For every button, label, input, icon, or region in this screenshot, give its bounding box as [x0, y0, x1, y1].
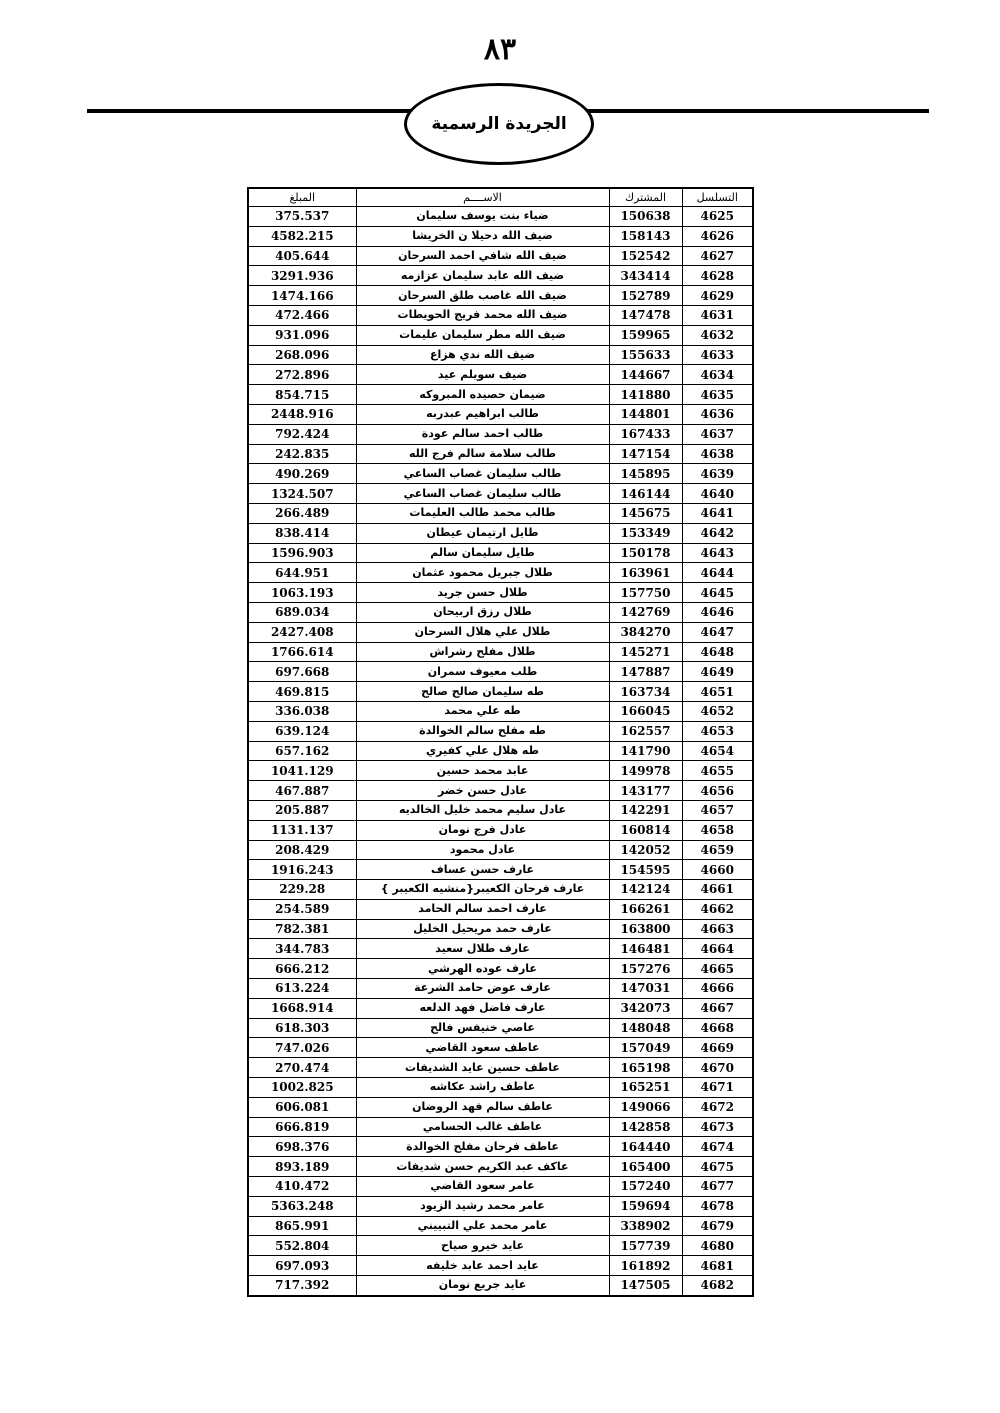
cell-subscriber: 157739 [609, 1236, 682, 1256]
cell-amount: 472.466 [248, 305, 356, 325]
cell-amount: 410.472 [248, 1177, 356, 1197]
cell-serial: 4635 [682, 385, 753, 405]
table-row [248, 998, 753, 1018]
cell-serial: 4648 [682, 642, 753, 662]
cell-serial: 4662 [682, 899, 753, 919]
cell-name: عاطف غالب الحسامي [356, 1117, 609, 1137]
cell-serial: 4645 [682, 583, 753, 603]
table-row [248, 840, 753, 860]
cell-subscriber: 157049 [609, 1038, 682, 1058]
cell-serial: 4649 [682, 662, 753, 682]
cell-subscriber: 143177 [609, 781, 682, 801]
cell-subscriber: 164440 [609, 1137, 682, 1157]
cell-subscriber: 167433 [609, 424, 682, 444]
table-row [248, 1196, 753, 1216]
cell-serial: 4658 [682, 820, 753, 840]
cell-amount: 644.951 [248, 563, 356, 583]
cell-name: عارف عوده الهرشي [356, 959, 609, 979]
cell-serial: 4679 [682, 1216, 753, 1236]
cell-amount: 717.392 [248, 1276, 356, 1296]
table-row [248, 1097, 753, 1117]
cell-subscriber: 338902 [609, 1216, 682, 1236]
table-row [248, 583, 753, 603]
cell-name: طه سليمان صالح صالح [356, 682, 609, 702]
table-header-row [248, 188, 753, 207]
cell-name: طلال مفلح رشراش [356, 642, 609, 662]
cell-serial: 4682 [682, 1276, 753, 1296]
cell-name: عارف حمد مريحيل الخليل [356, 919, 609, 939]
cell-serial: 4681 [682, 1256, 753, 1276]
cell-subscriber: 155633 [609, 345, 682, 365]
cell-name: ضياء بنت يوسف سليمان [356, 207, 609, 227]
cell-name: عاصي خنيفس فالح [356, 1018, 609, 1038]
cell-amount: 666.212 [248, 959, 356, 979]
cell-name: طايل سليمان سالم [356, 543, 609, 563]
cell-subscriber: 150178 [609, 543, 682, 563]
cell-amount: 865.991 [248, 1216, 356, 1236]
cell-amount: 606.081 [248, 1097, 356, 1117]
cell-subscriber: 145895 [609, 464, 682, 484]
cell-amount: 1916.243 [248, 860, 356, 880]
cell-name: ضيف الله عابد سليمان عزازمه [356, 266, 609, 286]
cell-serial: 4663 [682, 919, 753, 939]
table-row [248, 1256, 753, 1276]
cell-amount: 931.096 [248, 325, 356, 345]
table-row [248, 1216, 753, 1236]
cell-amount: 698.376 [248, 1137, 356, 1157]
cell-serial: 4642 [682, 523, 753, 543]
cell-name: عايد احمد عابد خليفه [356, 1256, 609, 1276]
cell-subscriber: 147505 [609, 1276, 682, 1296]
cell-amount: 1131.137 [248, 820, 356, 840]
cell-name: طالب سليمان غصاب الساعي [356, 464, 609, 484]
table-row [248, 899, 753, 919]
cell-serial: 4667 [682, 998, 753, 1018]
cell-amount: 467.887 [248, 781, 356, 801]
table-row [248, 424, 753, 444]
cell-name: طلال رزق اربيحان [356, 602, 609, 622]
cell-name: طالب سلامة سالم فرج الله [356, 444, 609, 464]
cell-name: ضيف الله محمد فريج الحويطات [356, 305, 609, 325]
cell-serial: 4633 [682, 345, 753, 365]
cell-amount: 242.835 [248, 444, 356, 464]
cell-amount: 1668.914 [248, 998, 356, 1018]
cell-serial: 4644 [682, 563, 753, 583]
cell-amount: 838.414 [248, 523, 356, 543]
cell-name: عادل سليم محمد خليل الخالديه [356, 800, 609, 820]
table-row [248, 602, 753, 622]
cell-name: عامر محمد رشيد الزيود [356, 1196, 609, 1216]
cell-amount: 375.537 [248, 207, 356, 227]
table-row [248, 1058, 753, 1078]
cell-subscriber: 149978 [609, 761, 682, 781]
table-row [248, 444, 753, 464]
cell-subscriber: 343414 [609, 266, 682, 286]
table-row [248, 266, 753, 286]
cell-subscriber: 142858 [609, 1117, 682, 1137]
cell-serial: 4625 [682, 207, 753, 227]
cell-name: طالب محمد طالب العليمات [356, 503, 609, 523]
cell-amount: 1474.166 [248, 286, 356, 306]
cell-serial: 4646 [682, 602, 753, 622]
table-row [248, 761, 753, 781]
cell-amount: 2427.408 [248, 622, 356, 642]
table-row [248, 1038, 753, 1058]
table-row [248, 286, 753, 306]
cell-serial: 4651 [682, 682, 753, 702]
cell-amount: 639.124 [248, 721, 356, 741]
cell-name: طلال علي هلال السرحان [356, 622, 609, 642]
table-row [248, 979, 753, 999]
table-row [248, 464, 753, 484]
table-row [248, 919, 753, 939]
cell-name: عاطف فرحان مفلح الخوالدة [356, 1137, 609, 1157]
cell-name: ضيف الله ندي هزاع [356, 345, 609, 365]
table-row [248, 662, 753, 682]
cell-name: طه علي محمد [356, 701, 609, 721]
cell-subscriber: 384270 [609, 622, 682, 642]
cell-subscriber: 148048 [609, 1018, 682, 1038]
cell-subscriber: 163800 [609, 919, 682, 939]
cell-subscriber: 154595 [609, 860, 682, 880]
cell-serial: 4627 [682, 246, 753, 266]
table-row [248, 1018, 753, 1038]
cell-name: طالب سليمان غصاب الساعي [356, 484, 609, 504]
cell-serial: 4639 [682, 464, 753, 484]
table-row [248, 721, 753, 741]
table-row [248, 404, 753, 424]
table-row [248, 622, 753, 642]
cell-amount: 229.28 [248, 880, 356, 900]
cell-amount: 205.887 [248, 800, 356, 820]
masthead-oval [404, 83, 594, 165]
cell-name: عاكف عبد الكريم حسن شديفات [356, 1157, 609, 1177]
cell-amount: 5363.248 [248, 1196, 356, 1216]
cell-serial: 4631 [682, 305, 753, 325]
cell-serial: 4661 [682, 880, 753, 900]
cell-subscriber: 141880 [609, 385, 682, 405]
cell-amount: 697.093 [248, 1256, 356, 1276]
cell-name: طه مفلح سالم الخوالدة [356, 721, 609, 741]
cell-amount: 666.819 [248, 1117, 356, 1137]
table-row [248, 1177, 753, 1197]
cell-subscriber: 147887 [609, 662, 682, 682]
cell-subscriber: 157276 [609, 959, 682, 979]
header-subscriber: المشترك [609, 188, 682, 207]
cell-subscriber: 165198 [609, 1058, 682, 1078]
masthead-title: الجريدة الرسمية [431, 114, 567, 134]
cell-amount: 689.034 [248, 602, 356, 622]
cell-subscriber: 146481 [609, 939, 682, 959]
cell-name: طالب احمد سالم عودة [356, 424, 609, 444]
cell-serial: 4652 [682, 701, 753, 721]
cell-subscriber: 342073 [609, 998, 682, 1018]
cell-serial: 4678 [682, 1196, 753, 1216]
table-row [248, 1117, 753, 1137]
table-row [248, 800, 753, 820]
table-row [248, 345, 753, 365]
cell-serial: 4657 [682, 800, 753, 820]
cell-serial: 4628 [682, 266, 753, 286]
cell-serial: 4674 [682, 1137, 753, 1157]
table-row [248, 365, 753, 385]
table-row [248, 523, 753, 543]
cell-amount: 1596.903 [248, 543, 356, 563]
cell-amount: 4582.215 [248, 226, 356, 246]
cell-subscriber: 165251 [609, 1078, 682, 1098]
cell-name: طلب معيوف سمران [356, 662, 609, 682]
table-row [248, 1078, 753, 1098]
cell-name: طلال حسن جريد [356, 583, 609, 603]
cell-name: عاطف حسين عايد الشديفات [356, 1058, 609, 1078]
cell-amount: 268.096 [248, 345, 356, 365]
cell-subscriber: 142124 [609, 880, 682, 900]
cell-subscriber: 144667 [609, 365, 682, 385]
cell-serial: 4675 [682, 1157, 753, 1177]
cell-subscriber: 145675 [609, 503, 682, 523]
cell-subscriber: 145271 [609, 642, 682, 662]
table-row [248, 1276, 753, 1296]
subscribers-table [247, 187, 754, 1297]
cell-subscriber: 152542 [609, 246, 682, 266]
cell-name: ضيف الله دحيلا ن الخريشا [356, 226, 609, 246]
cell-amount: 254.589 [248, 899, 356, 919]
cell-serial: 4654 [682, 741, 753, 761]
cell-serial: 4668 [682, 1018, 753, 1038]
header-serial: التسلسل [682, 188, 753, 207]
cell-serial: 4664 [682, 939, 753, 959]
cell-amount: 893.189 [248, 1157, 356, 1177]
cell-name: عامر محمد علي التبييني [356, 1216, 609, 1236]
cell-subscriber: 142769 [609, 602, 682, 622]
cell-subscriber: 152789 [609, 286, 682, 306]
cell-name: طلال جبريل محمود عثمان [356, 563, 609, 583]
cell-subscriber: 166045 [609, 701, 682, 721]
cell-amount: 336.038 [248, 701, 356, 721]
cell-serial: 4641 [682, 503, 753, 523]
cell-subscriber: 153349 [609, 523, 682, 543]
cell-name: عاطف سالم فهد الروضان [356, 1097, 609, 1117]
cell-serial: 4669 [682, 1038, 753, 1058]
table-row [248, 642, 753, 662]
table-row [248, 741, 753, 761]
table-row [248, 543, 753, 563]
cell-amount: 1063.193 [248, 583, 356, 603]
cell-subscriber: 159694 [609, 1196, 682, 1216]
cell-name: عايد خيرو صياح [356, 1236, 609, 1256]
cell-amount: 270.474 [248, 1058, 356, 1078]
cell-amount: 552.804 [248, 1236, 356, 1256]
cell-subscriber: 150638 [609, 207, 682, 227]
cell-amount: 266.489 [248, 503, 356, 523]
cell-subscriber: 141790 [609, 741, 682, 761]
cell-name: ضيمان حصيده المبروكه [356, 385, 609, 405]
cell-name: عارف احمد سالم الحامد [356, 899, 609, 919]
cell-serial: 4671 [682, 1078, 753, 1098]
header-amount: المبلغ [248, 188, 356, 207]
cell-name: عادل حسن خضر [356, 781, 609, 801]
cell-name: عارف طلال سعيد [356, 939, 609, 959]
cell-name: ضيف سويلم عيد [356, 365, 609, 385]
cell-serial: 4626 [682, 226, 753, 246]
cell-amount: 1002.825 [248, 1078, 356, 1098]
cell-subscriber: 162557 [609, 721, 682, 741]
cell-serial: 4670 [682, 1058, 753, 1078]
cell-serial: 4640 [682, 484, 753, 504]
cell-amount: 747.026 [248, 1038, 356, 1058]
cell-name: ضيف الله شافي احمد السرحان [356, 246, 609, 266]
cell-subscriber: 159965 [609, 325, 682, 345]
table-row [248, 1157, 753, 1177]
cell-name: عايد جريع نومان [356, 1276, 609, 1296]
cell-subscriber: 157240 [609, 1177, 682, 1197]
cell-amount: 618.303 [248, 1018, 356, 1038]
cell-subscriber: 149066 [609, 1097, 682, 1117]
table-row [248, 563, 753, 583]
cell-name: عامر سعود القاضي [356, 1177, 609, 1197]
cell-amount: 657.162 [248, 741, 356, 761]
page-number: ٨٣ [483, 32, 517, 67]
cell-amount: 782.381 [248, 919, 356, 939]
table-row [248, 503, 753, 523]
table-row [248, 226, 753, 246]
cell-name: عادل محمود [356, 840, 609, 860]
cell-serial: 4643 [682, 543, 753, 563]
cell-serial: 4655 [682, 761, 753, 781]
table-row [248, 939, 753, 959]
cell-name: طايل ارتيمان عيطان [356, 523, 609, 543]
cell-amount: 405.644 [248, 246, 356, 266]
cell-subscriber: 166261 [609, 899, 682, 919]
table-row [248, 1236, 753, 1256]
cell-serial: 4634 [682, 365, 753, 385]
cell-subscriber: 147478 [609, 305, 682, 325]
cell-serial: 4632 [682, 325, 753, 345]
cell-subscriber: 161892 [609, 1256, 682, 1276]
cell-subscriber: 146144 [609, 484, 682, 504]
cell-amount: 272.896 [248, 365, 356, 385]
cell-amount: 1766.614 [248, 642, 356, 662]
cell-name: ضيف الله مطر سليمان عليمات [356, 325, 609, 345]
table-row [248, 207, 753, 227]
cell-serial: 4665 [682, 959, 753, 979]
cell-subscriber: 163961 [609, 563, 682, 583]
table-row [248, 305, 753, 325]
cell-subscriber: 144801 [609, 404, 682, 424]
cell-subscriber: 147031 [609, 979, 682, 999]
cell-name: طه هلال علي كفيري [356, 741, 609, 761]
cell-serial: 4647 [682, 622, 753, 642]
cell-name: عارف فاضل فهد الدلعه [356, 998, 609, 1018]
cell-name: عاطف راشد عكاشه [356, 1078, 609, 1098]
cell-subscriber: 163734 [609, 682, 682, 702]
table-row [248, 385, 753, 405]
table-row [248, 484, 753, 504]
cell-serial: 4638 [682, 444, 753, 464]
cell-amount: 469.815 [248, 682, 356, 702]
header-name: الاســــم [356, 188, 609, 207]
cell-amount: 2448.916 [248, 404, 356, 424]
cell-subscriber: 157750 [609, 583, 682, 603]
cell-subscriber: 160814 [609, 820, 682, 840]
cell-amount: 344.783 [248, 939, 356, 959]
cell-name: عادل فرج نومان [356, 820, 609, 840]
table-row [248, 246, 753, 266]
cell-serial: 4677 [682, 1177, 753, 1197]
table-row [248, 325, 753, 345]
table-row [248, 880, 753, 900]
table-row [248, 820, 753, 840]
cell-name: ضيف الله غاصب طلق السرحان [356, 286, 609, 306]
cell-name: طالب ابراهيم عبدربه [356, 404, 609, 424]
cell-serial: 4666 [682, 979, 753, 999]
table-body [248, 207, 753, 1296]
cell-serial: 4636 [682, 404, 753, 424]
cell-amount: 854.715 [248, 385, 356, 405]
cell-serial: 4680 [682, 1236, 753, 1256]
cell-serial: 4672 [682, 1097, 753, 1117]
cell-serial: 4656 [682, 781, 753, 801]
cell-amount: 3291.936 [248, 266, 356, 286]
cell-serial: 4659 [682, 840, 753, 860]
cell-name: عارف عوض حامد الشرعة [356, 979, 609, 999]
cell-amount: 1041.129 [248, 761, 356, 781]
table-row [248, 1137, 753, 1157]
cell-serial: 4660 [682, 860, 753, 880]
cell-amount: 1324.507 [248, 484, 356, 504]
cell-amount: 490.269 [248, 464, 356, 484]
cell-subscriber: 142052 [609, 840, 682, 860]
cell-subscriber: 165400 [609, 1157, 682, 1177]
cell-serial: 4637 [682, 424, 753, 444]
table-row [248, 860, 753, 880]
cell-amount: 208.429 [248, 840, 356, 860]
cell-serial: 4673 [682, 1117, 753, 1137]
table-row [248, 701, 753, 721]
cell-name: عارف حسن عساف [356, 860, 609, 880]
cell-serial: 4653 [682, 721, 753, 741]
table-row [248, 959, 753, 979]
table-row [248, 682, 753, 702]
cell-subscriber: 147154 [609, 444, 682, 464]
cell-name: عاطف سعود القاضي [356, 1038, 609, 1058]
cell-amount: 697.668 [248, 662, 356, 682]
cell-name: عابد محمد حسين [356, 761, 609, 781]
table-row [248, 781, 753, 801]
cell-subscriber: 158143 [609, 226, 682, 246]
cell-name: عارف فرحان الكعيبر{منشيه الكعيبر } [356, 880, 609, 900]
cell-serial: 4629 [682, 286, 753, 306]
cell-subscriber: 142291 [609, 800, 682, 820]
cell-amount: 613.224 [248, 979, 356, 999]
cell-amount: 792.424 [248, 424, 356, 444]
